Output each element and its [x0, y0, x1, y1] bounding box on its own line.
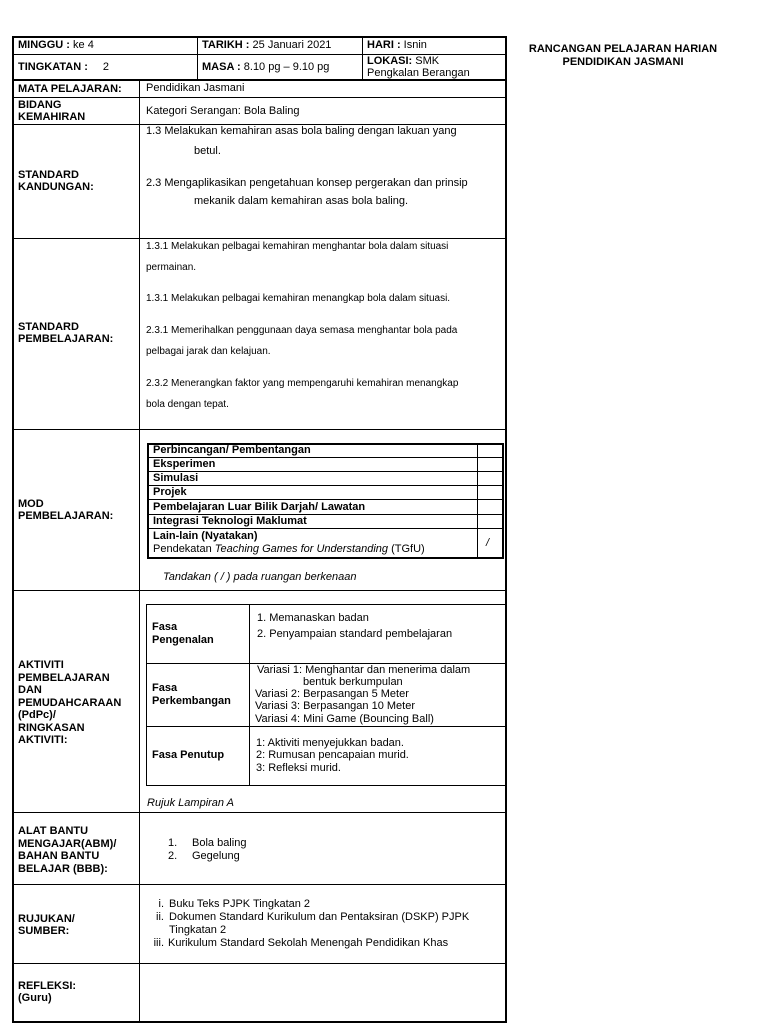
mod-pembelajaran-label-line1: MOD — [18, 498, 44, 510]
sk-item1-line2: betul. — [194, 145, 221, 157]
standard-kandungan-label — [18, 169, 94, 193]
tarikh-value: 25 Januari 2021 — [252, 39, 332, 51]
aktiviti-label — [18, 659, 121, 747]
aktiviti-label-line: DAN — [18, 684, 42, 696]
masa-value: 8.10 pg – 9.10 pg — [243, 61, 330, 73]
aktiviti-label-line: (PdPc)/ — [18, 709, 56, 721]
mod-pembelajaran-label — [18, 498, 113, 522]
sp-line: permainan. — [146, 262, 197, 273]
mod-row-label: Eksperimen — [153, 458, 216, 470]
standard-kandungan-label-line1: STANDARD — [18, 169, 79, 181]
rujukan-item-text: Kurikulum Standard Sekolah Menengah Pendidikan Khas — [168, 937, 449, 949]
rujukan-item-text: Buku Teks PJPK Tingkatan 2 — [169, 898, 311, 910]
masa-cell — [202, 61, 329, 73]
aktiviti-label-line: PEMBELAJARAN — [18, 671, 110, 684]
rujuk-lampiran: Rujuk Lampiran A — [147, 797, 235, 809]
standard-pembelajaran-label — [18, 321, 113, 345]
hari-label: HARI : — [367, 39, 401, 51]
rujukan-item-num: i. — [158, 898, 164, 910]
alat-bantu-item-num: 2. — [168, 850, 178, 862]
lokasi-value-line1: SMK — [415, 55, 440, 67]
standard-pembelajaran-label-line1: STANDARD — [18, 321, 79, 333]
lokasi-cell — [367, 55, 470, 79]
tingkatan-cell — [18, 61, 109, 73]
fasa-perkembangan-item: Variasi 2: Berpasangan 5 Meter — [255, 688, 409, 700]
fasa-perkembangan-item: Variasi 1: Menghantar dan menerima dalam — [257, 664, 471, 676]
hari-cell — [367, 39, 427, 51]
bidang-label — [18, 99, 85, 123]
rujukan-label-line1: RUJUKAN/ — [18, 913, 75, 925]
aktiviti-label-line: AKTIVITI: — [18, 734, 68, 746]
aktiviti-label-line: PEMUDAHCARAAN — [18, 696, 122, 709]
fasa-perkembangan-label — [152, 682, 231, 708]
rujukan-item-text: Dokumen Standard Kurikulum dan Pentaksiran (DSKP) PJPK — [169, 911, 470, 923]
mod-note: Tandakan ( / ) pada ruangan berkenaan — [163, 571, 357, 583]
fasa-perkembangan-item: Variasi 3: Berpasangan 10 Meter — [255, 700, 415, 712]
tingkatan-value: 2 — [102, 61, 110, 73]
aktiviti-label-line: RINGKASAN — [18, 721, 85, 734]
fasa-penutup-item: 1: Aktiviti menyejukkan badan. — [256, 737, 404, 749]
alat-bantu-label-line: BELAJAR (BBB): — [18, 862, 108, 875]
tarikh-label: TARIKH : — [202, 39, 250, 51]
mod-lain-mark: / — [486, 537, 490, 549]
lokasi-value-line2: Pengkalan Berangan — [367, 67, 470, 79]
bidang-label-line2: KEMAHIRAN — [18, 111, 86, 123]
mod-row-label: Projek — [153, 486, 187, 498]
rujukan-item-num: ii. — [156, 911, 164, 923]
refleksi-label-line2: (Guru) — [18, 992, 52, 1004]
fasa-perkembangan-item: Variasi 4: Mini Game (Bouncing Ball) — [255, 713, 434, 725]
mod-row-label: Simulasi — [153, 472, 199, 484]
mod-lain-pre: Pendekatan — [153, 543, 215, 555]
alat-bantu-item-text: Gegelung — [192, 850, 240, 862]
fasa-pengenalan-label-line2: Pengenalan — [152, 634, 214, 646]
mod-row-label: Pembelajaran Luar Bilik Darjah/ Lawatan — [153, 501, 366, 513]
sp-line: 2.3.1 Memerihalkan penggunaan daya semasa menghantar bola pada — [146, 325, 458, 336]
minggu-label: MINGGU : — [18, 39, 70, 51]
sk-item1-line1: 1.3 Melakukan kemahiran asas bola baling dengan lakuan yang — [146, 125, 457, 137]
rujukan-item-num: iii. — [153, 937, 164, 949]
mod-pembelajaran-label-line2: PEMBELAJARAN: — [18, 510, 114, 522]
mata-pelajaran-value: Pendidikan Jasmani — [146, 82, 245, 94]
rujukan-label — [18, 913, 75, 937]
alat-bantu-item-num: 1. — [168, 837, 178, 849]
alat-bantu-label-line: BAHAN BANTU — [18, 850, 100, 862]
standard-kandungan-label-line2: KANDUNGAN: — [18, 181, 94, 193]
lokasi-label: LOKASI: — [367, 55, 413, 67]
standard-pembelajaran-label-line2: PEMBELAJARAN: — [18, 333, 114, 345]
page-title-line1: RANCANGAN PELAJARAN HARIAN — [528, 43, 718, 55]
sp-line: 2.3.2 Menerangkan faktor yang mempengaruhi kemahiran menangkap — [146, 378, 459, 389]
aktiviti-label-line: AKTIVITI — [18, 659, 64, 671]
rujukan-item-text: Tingkatan 2 — [169, 924, 227, 936]
minggu-cell — [18, 39, 94, 51]
mod-row-label: Perbincangan/ Pembentangan — [153, 444, 311, 456]
fasa-penutup-item: 3: Refleksi murid. — [256, 762, 341, 774]
page-title — [508, 43, 738, 69]
refleksi-input[interactable] — [141, 965, 504, 1020]
mod-row-label: Integrasi Teknologi Maklumat — [153, 515, 307, 527]
masa-label: MASA : — [202, 61, 241, 73]
hari-value: Isnin — [403, 39, 427, 51]
tingkatan-label: TINGKATAN : — [18, 61, 88, 73]
mod-lain-italic: Teaching Games for Understanding — [214, 543, 389, 555]
sp-line: 1.3.1 Melakukan pelbagai kemahiran menghantar bola dalam situasi — [146, 241, 449, 252]
fasa-perkembangan-item: bentuk berkumpulan — [303, 676, 403, 688]
sp-line: bola dengan tepat. — [146, 399, 229, 410]
page-title-line2: PENDIDIKAN JASMANI — [562, 56, 684, 68]
fasa-pengenalan-label-line1: Fasa — [152, 621, 178, 633]
bidang-value: Kategori Serangan: Bola Baling — [146, 105, 300, 117]
fasa-pengenalan-item: 1. Memanaskan badan — [257, 612, 369, 624]
alat-bantu-item-text: Bola baling — [192, 837, 247, 849]
mod-lain-label: Lain-lain (Nyatakan) — [153, 530, 258, 542]
mata-pelajaran-label: MATA PELAJARAN: — [18, 83, 122, 95]
sk-item2-line2: mekanik dalam kemahiran asas bola baling. — [194, 195, 409, 207]
fasa-penutup-label: Fasa Penutup — [152, 749, 225, 761]
fasa-perkembangan-label-line2: Perkembangan — [152, 695, 231, 707]
mod-lain-post: (TGfU) — [388, 543, 425, 555]
fasa-penutup-item: 2: Rumusan pencapaian murid. — [256, 749, 409, 761]
fasa-pengenalan-label — [152, 621, 214, 647]
sp-line: pelbagai jarak dan kelajuan. — [146, 346, 271, 357]
alat-bantu-label — [18, 825, 116, 875]
alat-bantu-label-line: MENGAJAR(ABM)/ — [18, 837, 117, 850]
fasa-perkembangan-label-line1: Fasa — [152, 682, 178, 694]
refleksi-label — [18, 980, 76, 1004]
sp-line: 1.3.1 Melakukan pelbagai kemahiran menangkap bola dalam situasi. — [146, 293, 451, 304]
refleksi-label-line1: REFLEKSI: — [18, 980, 77, 992]
sk-item2-line1: 2.3 Mengaplikasikan pengetahuan konsep pergerakan dan prinsip — [146, 177, 468, 189]
alat-bantu-label-line: ALAT BANTU — [18, 825, 89, 837]
minggu-value: ke 4 — [73, 39, 94, 51]
fasa-pengenalan-item: 2. Penyampaian standard pembelajaran — [257, 628, 453, 640]
rujukan-label-line2: SUMBER: — [18, 925, 70, 937]
mod-lain-value — [153, 543, 425, 556]
tarikh-cell — [202, 39, 331, 51]
bidang-label-line1: BIDANG — [18, 99, 62, 111]
